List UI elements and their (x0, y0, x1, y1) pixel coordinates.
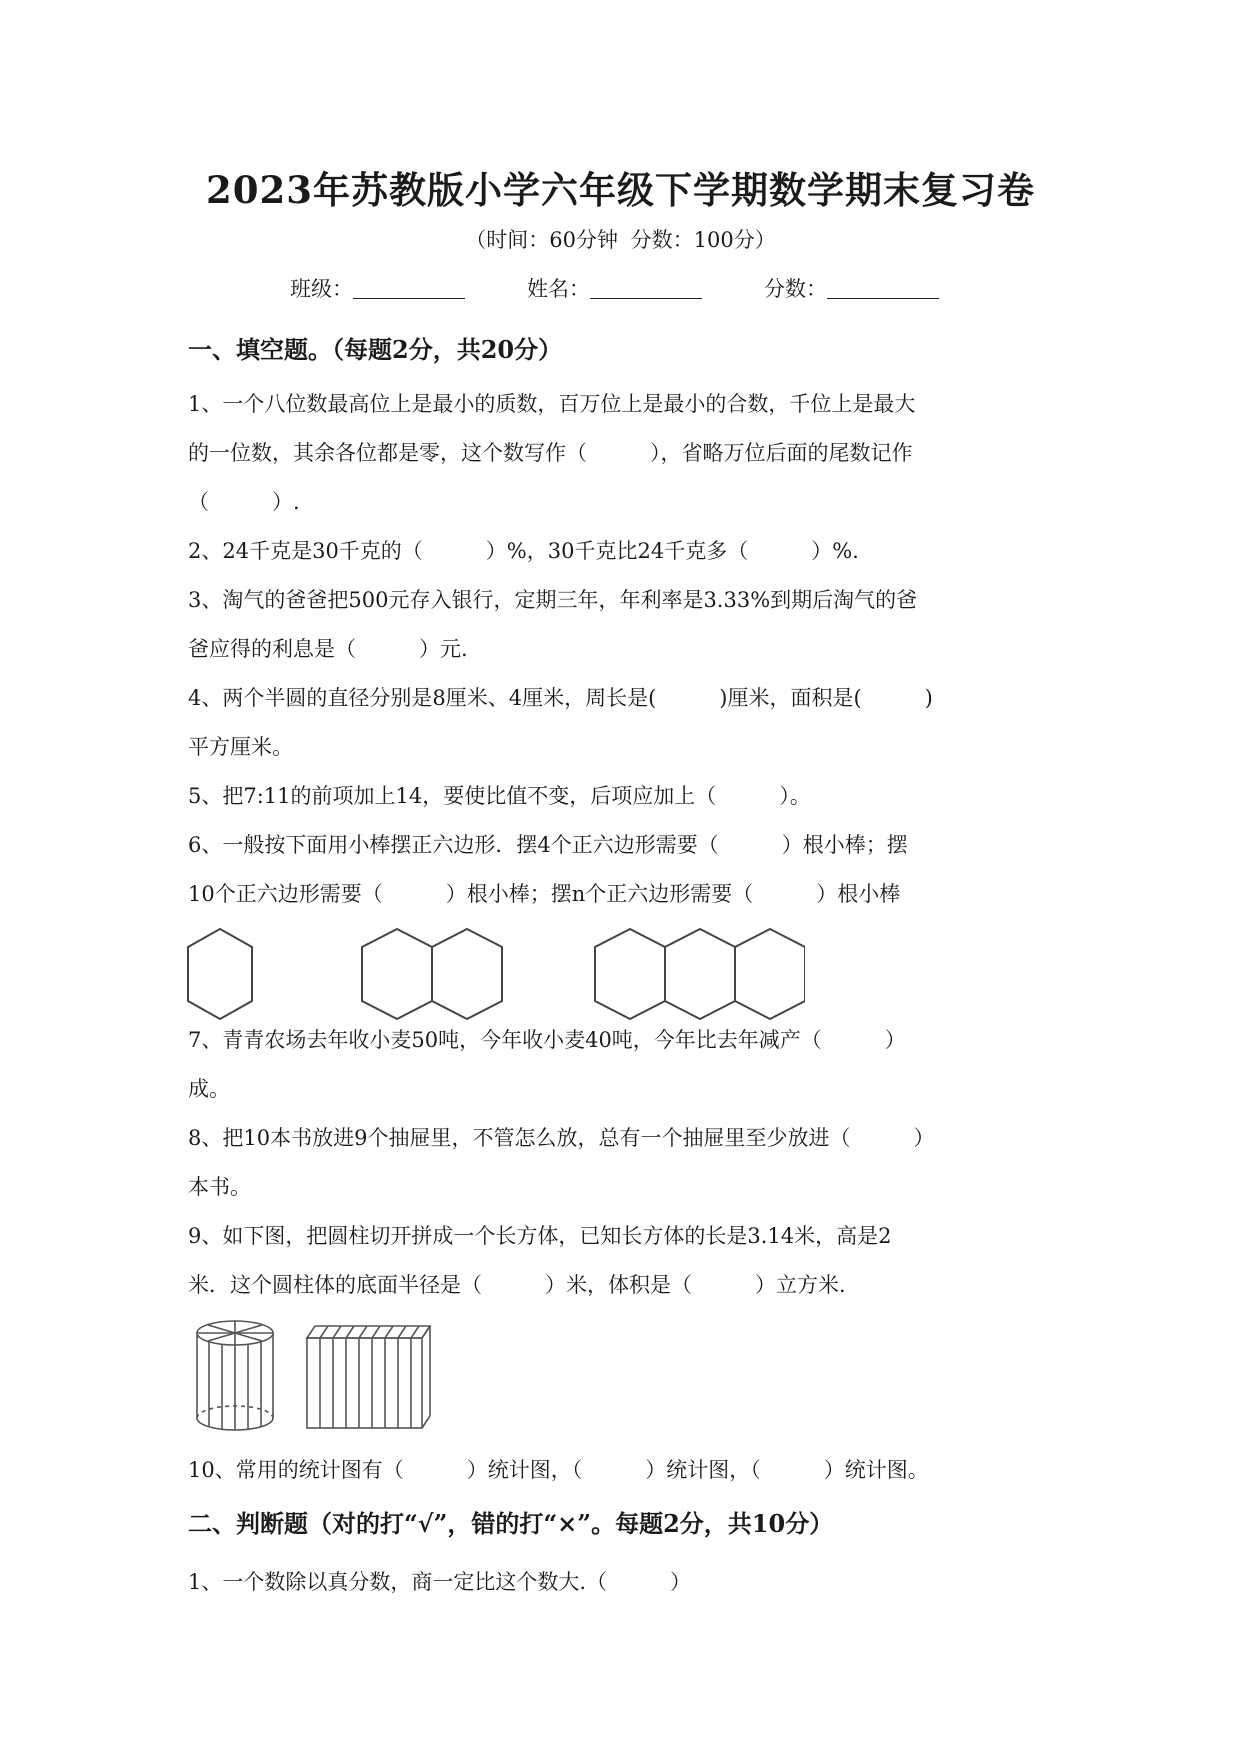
hexagon-3b (665, 929, 735, 1019)
score-blank[interactable] (827, 278, 939, 299)
question-7-line-2: 成。 (188, 1077, 230, 1101)
exam-subtitle: （时间：60分钟 分数：100分） (465, 228, 776, 252)
question-8-line-2: 本书。 (188, 1175, 251, 1199)
cylinder (197, 1321, 273, 1430)
question-2-line-1: 2、24千克是30千克的（ ）%，30千克比24千克多（ ）%. (188, 539, 859, 563)
class-label: 班级： (290, 277, 353, 301)
question-6-line-2: 10个正六边形需要（ ）根小棒；摆n个正六边形需要（ ）根小棒 (188, 882, 901, 906)
class-field (290, 273, 465, 303)
question-7-line-1: 7、青青农场去年收小麦50吨，今年收小麦40吨，今年比去年减产（ ） (188, 1028, 906, 1052)
page-title: 2023年苏教版小学六年级下学期数学期末复习卷 (206, 168, 1035, 212)
question-10-line-1: 10、常用的统计图有（ ）统计图，（ ）统计图，（ ）统计图。 (188, 1458, 929, 1482)
question-5-line-1: 5、把7:11的前项加上14，要使比值不变，后项应加上（ ）。 (188, 784, 811, 808)
question-9-line-1: 9、如下图，把圆柱切开拼成一个长方体，已知长方体的长是3.14米，高是2 (188, 1224, 892, 1248)
hexagon-3a (595, 929, 665, 1019)
score-label: 分数： (764, 277, 827, 301)
class-blank[interactable] (353, 278, 465, 299)
question-1-line-2: 的一位数，其余各位都是零，这个数写作（ ），省略万位后面的尾数记作 (188, 441, 913, 465)
name-field (527, 273, 702, 303)
question-1-line-1: 1、一个八位数最高位上是最小的质数，百万位上是最小的合数，千位上是最大 (188, 392, 916, 416)
question-8-line-1: 8、把10本书放进9个抽屉里，不管怎么放，总有一个抽屉里至少放进（ ） (188, 1126, 935, 1150)
name-label: 姓名： (527, 277, 590, 301)
hexagon-3c (735, 929, 805, 1019)
question-3-line-1: 3、淘气的爸爸把500元存入银行，定期三年，年利率是3.33%到期后淘气的爸 (188, 588, 918, 612)
cuboid (307, 1326, 430, 1428)
question-6-line-1: 6、一般按下面用小棒摆正六边形．摆4个正六边形需要（ ）根小棒；摆 (188, 833, 908, 857)
question-3-line-2: 爸应得的利息是（ ）元. (188, 637, 468, 661)
hexagon-1 (188, 929, 252, 1019)
hexagon-2a (362, 929, 432, 1019)
question-1-line-3: （ ）. (188, 490, 300, 514)
tf-question-1-line-1: 1、一个数除以真分数，商一定比这个数大.（ ） (188, 1570, 692, 1594)
question-4-line-2: 平方厘米。 (188, 735, 293, 759)
hexagon-2b (432, 929, 502, 1019)
cylinder-cuboid-figure (195, 1318, 445, 1438)
question-4-line-1: 4、两个半圆的直径分别是8厘米、4厘米，周长是( )厘米，面积是( ) (188, 686, 933, 710)
question-9-line-2: 米．这个圆柱体的底面半径是（ ）米，体积是（ ）立方米. (188, 1273, 846, 1297)
section-fill-in-heading: 一、填空题。（每题2分，共20分） (188, 335, 563, 364)
name-blank[interactable] (590, 278, 702, 299)
section-true-false-heading: 二、判断题（对的打“√”，错的打“×”。每题2分，共10分） (188, 1509, 834, 1538)
score-field (764, 273, 939, 303)
